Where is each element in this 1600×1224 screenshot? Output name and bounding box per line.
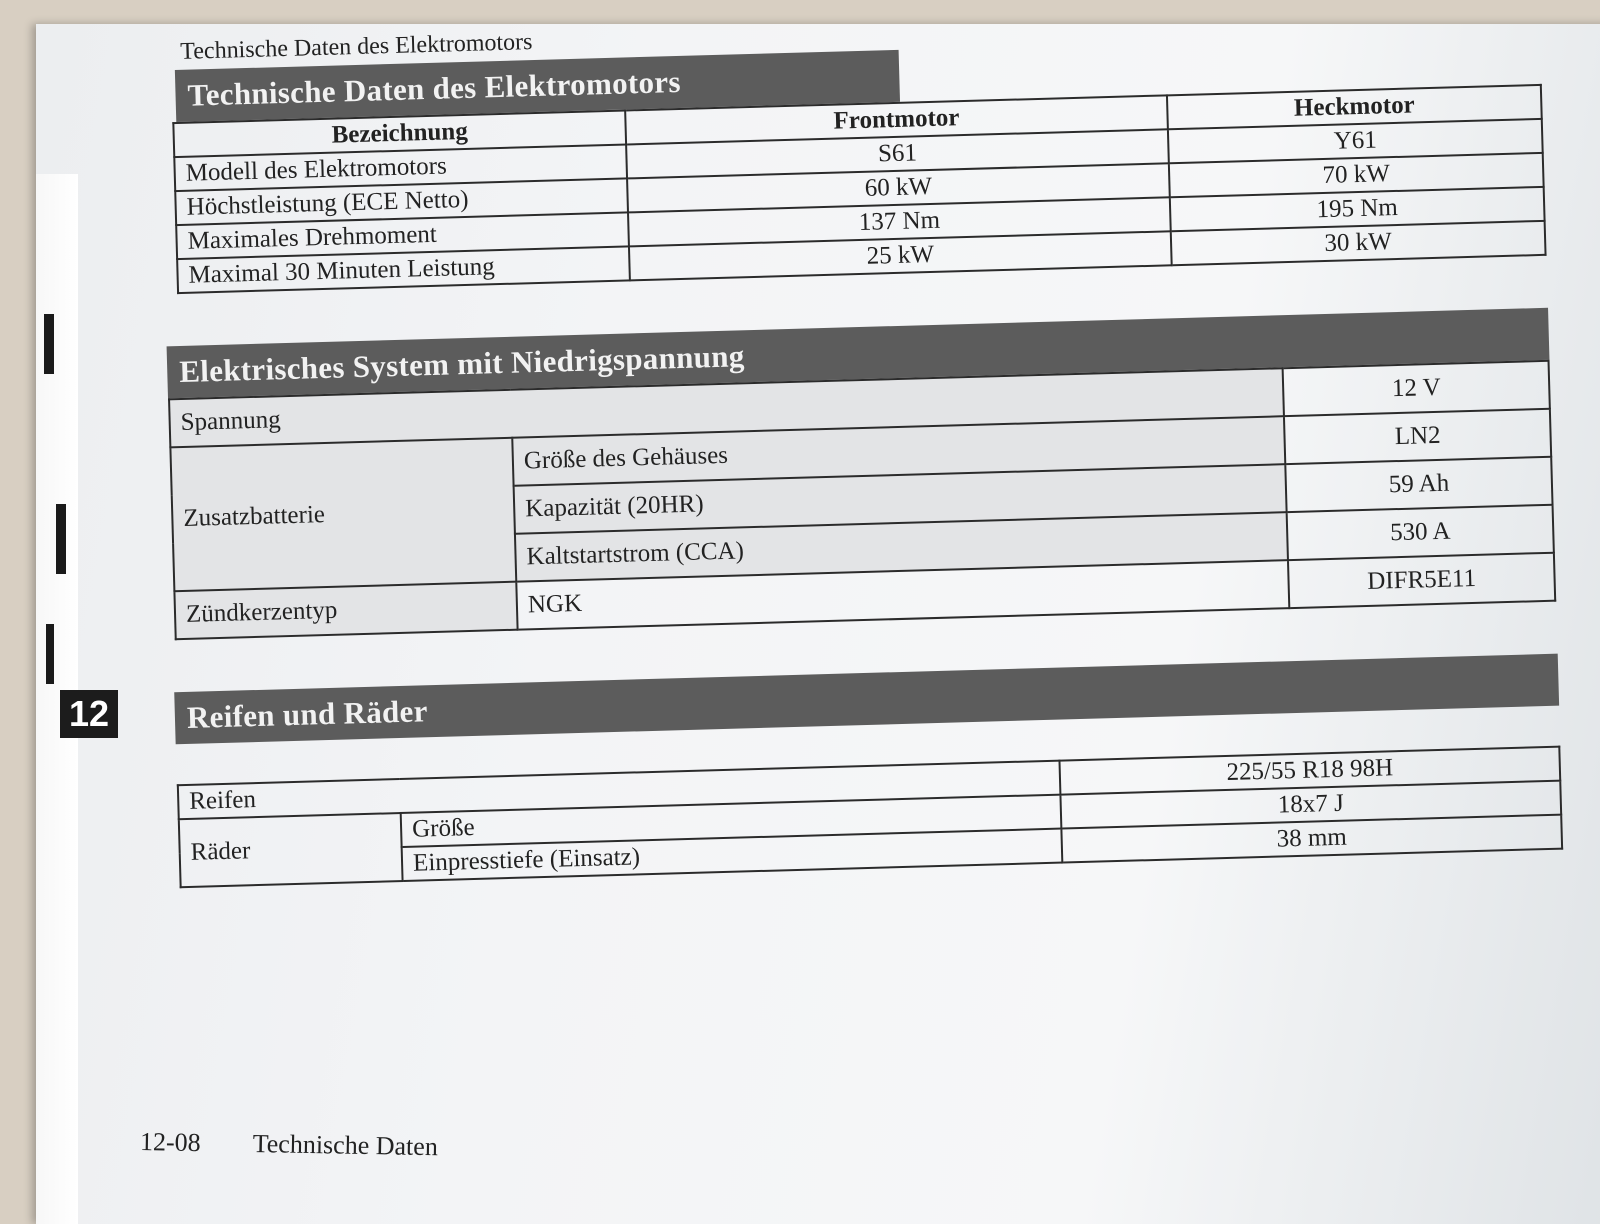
offset-value: 38 mm — [1061, 815, 1562, 863]
battery-value: 59 Ah — [1285, 457, 1552, 512]
spark-brand: NGK — [516, 560, 1289, 630]
groesse-label: Größe — [401, 795, 1062, 847]
col-rear-header: Heckmotor — [1167, 85, 1542, 129]
row-label: Maximal 30 Minuten Leistung — [177, 246, 630, 293]
battery-sub-label: Kapazität (20HR) — [514, 464, 1287, 534]
spark-label: Zündkerzentyp — [174, 582, 517, 640]
thumb-mark — [46, 624, 54, 684]
front-value: 137 Nm — [628, 197, 1171, 246]
page-number: 12-08 — [139, 1127, 201, 1158]
spannung-label: Spannung — [169, 368, 1284, 447]
rear-value: 30 kW — [1171, 221, 1546, 265]
battery-sub-label: Kaltstartstrom (CCA) — [515, 512, 1288, 582]
row-label: Maximales Drehmoment — [176, 212, 629, 259]
rear-value: Y61 — [1168, 119, 1543, 163]
tyres-section-title: Reifen und Räder — [174, 654, 1559, 745]
raeder-label: Räder — [179, 813, 403, 887]
spark-value: DIFR5E11 — [1288, 553, 1555, 608]
elec-section-title: Elektrisches System mit Niedrigspannung — [167, 308, 1550, 399]
offset-label: Einpresstiefe (Einsatz) — [402, 829, 1063, 881]
page-footer — [140, 1127, 484, 1163]
battery-label: Zusatzbatterie — [170, 438, 516, 591]
col-front-header: Frontmotor — [625, 95, 1168, 144]
chapter-tab: 12 — [60, 690, 118, 738]
row-label: Modell des Elektromotors — [174, 144, 627, 191]
row-label: Höchstleistung (ECE Netto) — [175, 178, 628, 225]
groesse-value: 18x7 J — [1060, 781, 1561, 829]
front-value: 60 kW — [627, 163, 1170, 212]
motor-section-title: Technische Daten des Elektromotors — [175, 50, 900, 122]
elec-table — [168, 360, 1556, 640]
spannung-value: 12 V — [1283, 361, 1550, 416]
footer-title: Technische Daten — [252, 1128, 439, 1162]
running-head: Technische Daten des Elektromotors — [179, 29, 533, 65]
battery-value: LN2 — [1284, 409, 1551, 464]
col-label-header: Bezeichnung — [173, 110, 626, 157]
front-value: S61 — [626, 129, 1169, 178]
page-content — [140, 1, 1563, 889]
thumb-mark — [44, 314, 54, 374]
thumb-mark — [56, 504, 66, 574]
rear-value: 195 Nm — [1170, 187, 1545, 231]
battery-sub-label: Größe des Gehäuses — [512, 416, 1285, 486]
reifen-label: Reifen — [178, 761, 1061, 820]
battery-value: 530 A — [1287, 505, 1554, 560]
reifen-value: 225/55 R18 98H — [1059, 747, 1560, 795]
rear-value: 70 kW — [1169, 153, 1544, 197]
front-value: 25 kW — [629, 231, 1172, 280]
